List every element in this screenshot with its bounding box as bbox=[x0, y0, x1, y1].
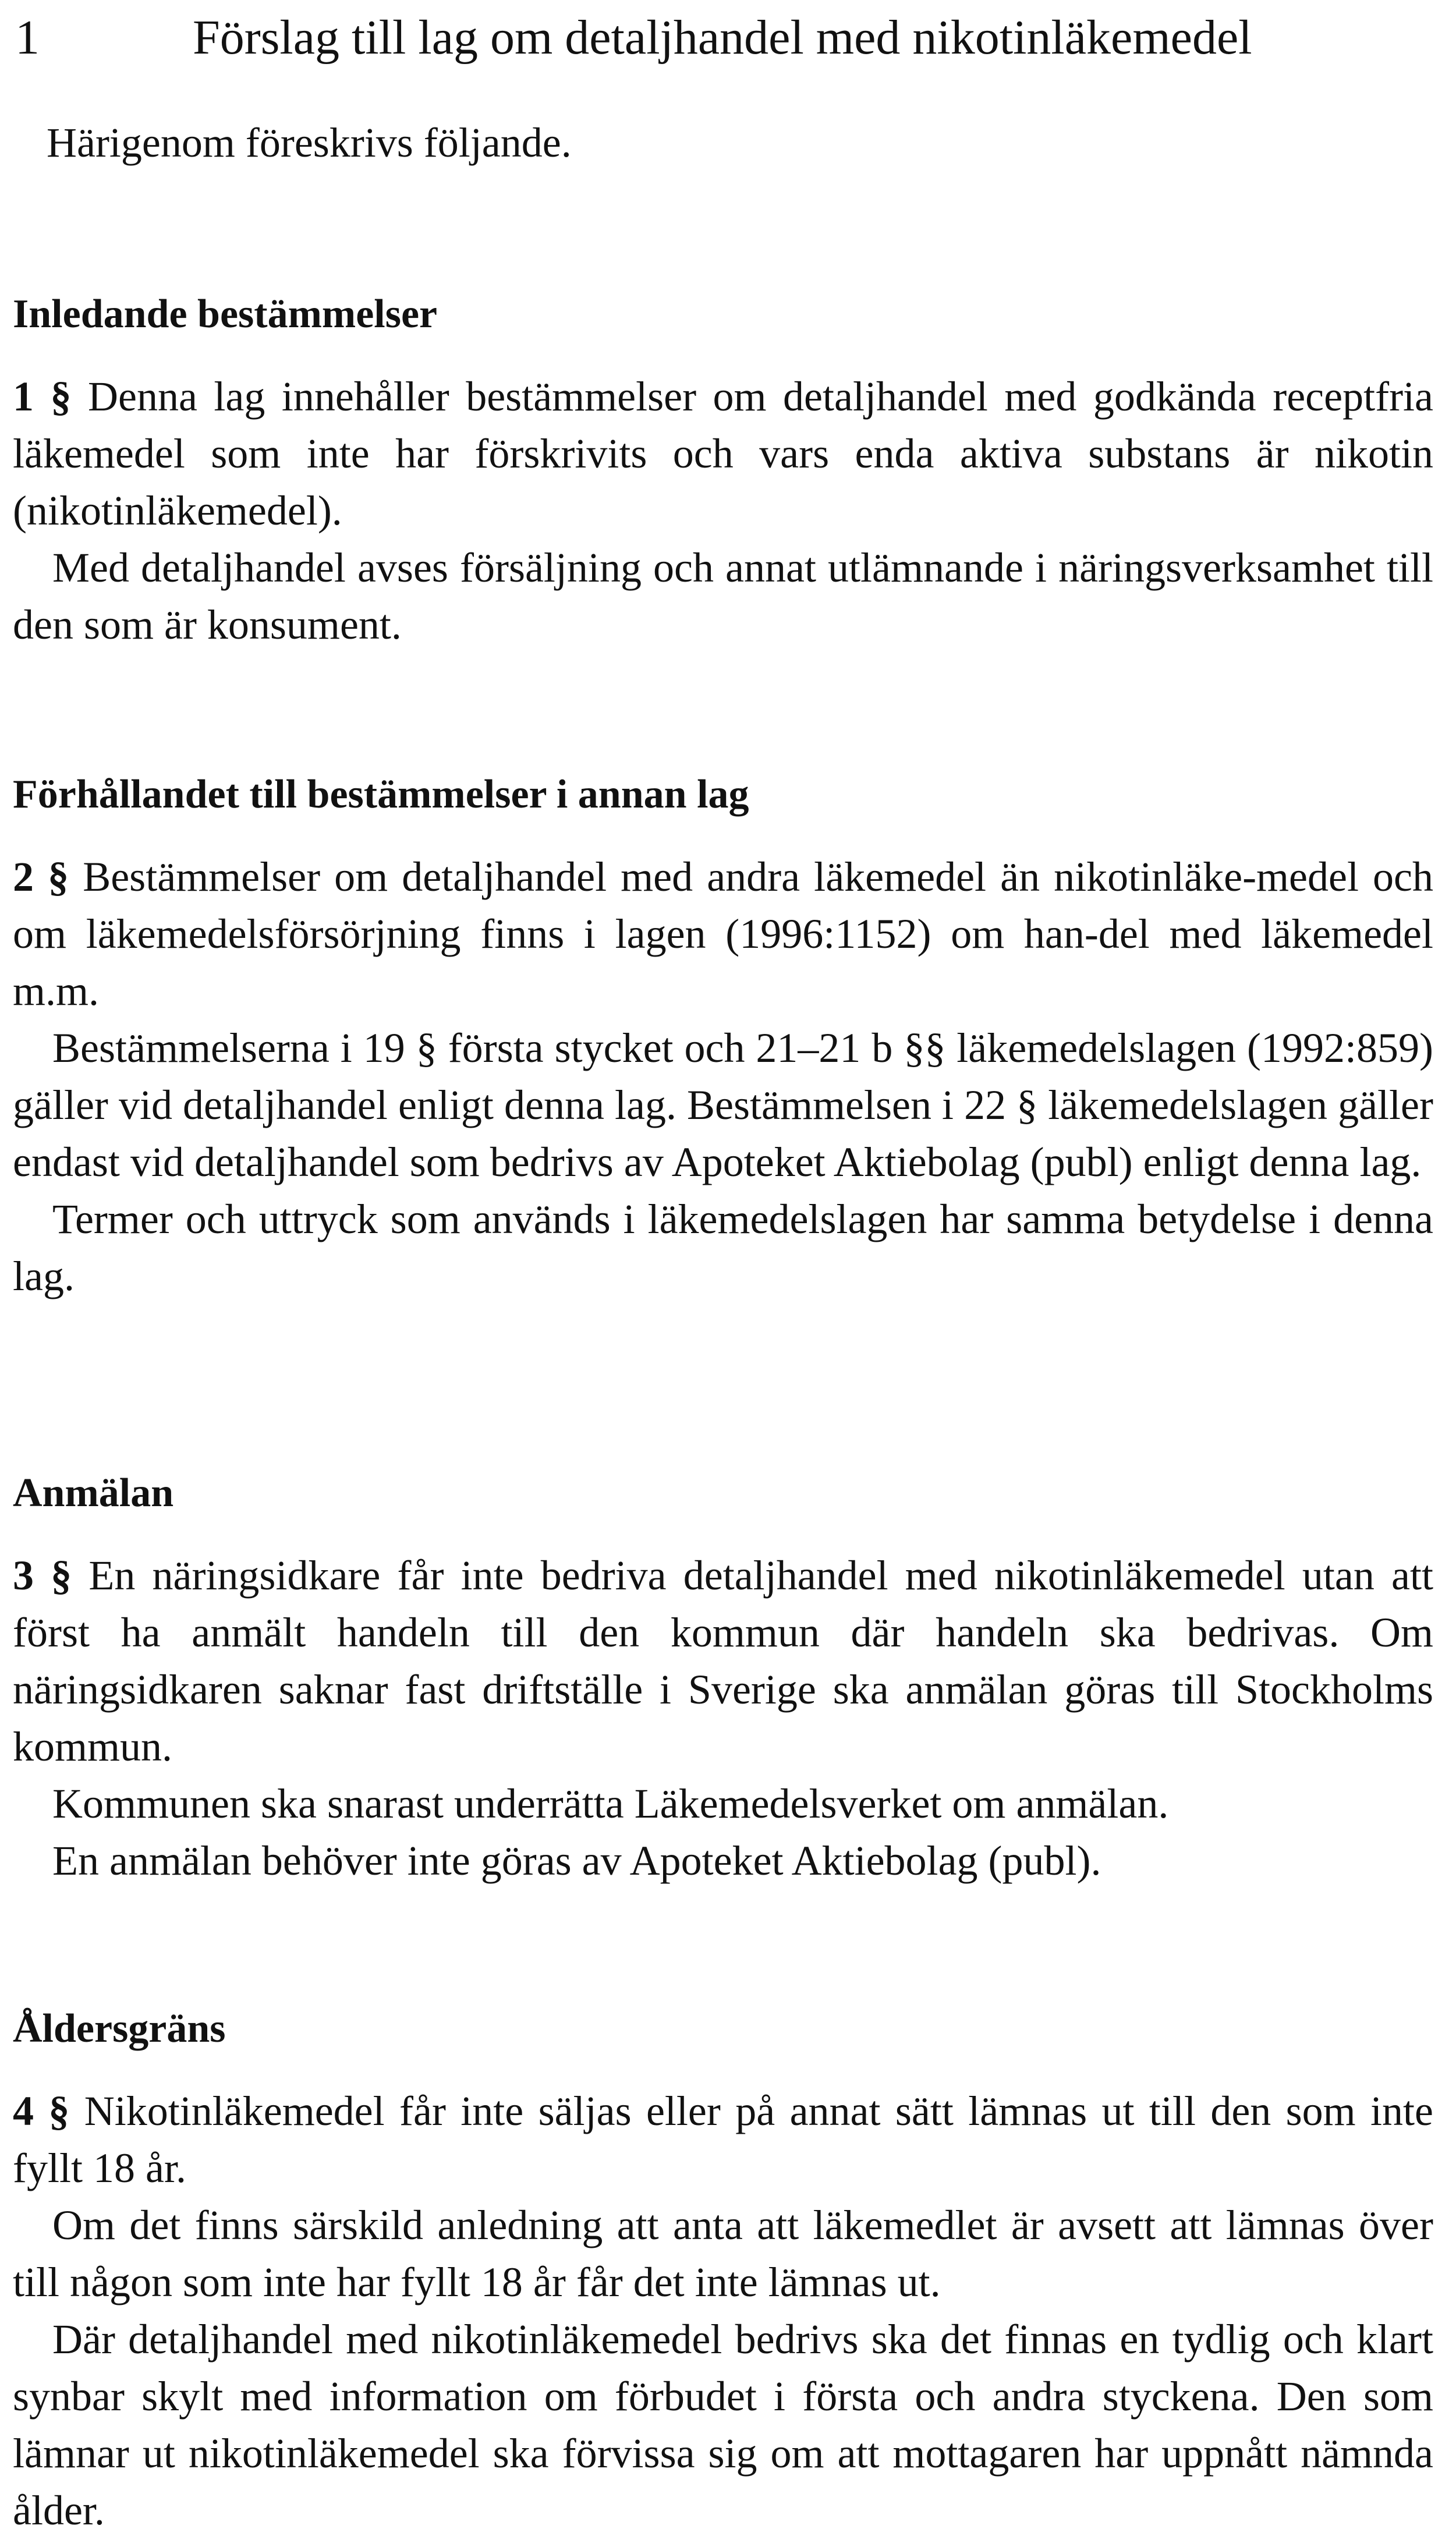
section-forhallandet-till-bestammelser bbox=[13, 766, 1433, 1305]
paragraph-3-stycke-3: En anmälan behöver inte göras av Apoteket Aktiebolag (publ). bbox=[52, 1837, 1101, 1884]
paragraph-text: Nikotinläkemedel får inte säljas eller på annat sätt lämnas ut till den som inte fyllt 18 år. bbox=[13, 2088, 1434, 2191]
paragraph-1 bbox=[13, 368, 1433, 539]
paragraph-text: Bestämmelser om detaljhandel med andra läkemedel än nikotinläke-medel och om läkemedelsförsörjning finns i lagen (1996:1152) om han-del med läkemedel m.m. bbox=[13, 853, 1434, 1014]
paragraph-3 bbox=[13, 1547, 1433, 1775]
paragraph-1-stycke-2: Med detaljhandel avses försäljning och annat utlämnande i näringsverksamhet till den som är konsument. bbox=[13, 544, 1433, 648]
paragraph-3-stycke-2: Kommunen ska snarast underrätta Läkemedelsverket om anmälan. bbox=[52, 1780, 1169, 1827]
section-number: 3 § bbox=[13, 1552, 72, 1599]
paragraph-4-stycke-3: Där detaljhandel med nikotinläkemedel bedrivs ska det finnas en tydlig och klart synbar skylt med information om förbudet i första och andra styckena. Den som lämnar ut nikotinläkemedel ska förvissa sig om att mottagaren har uppnått nämnda ålder. bbox=[13, 2316, 1433, 2534]
section-number: 4 § bbox=[13, 2088, 70, 2134]
section-anmalan bbox=[13, 1464, 1433, 1889]
paragraph-4 bbox=[13, 2082, 1433, 2197]
section-number: 1 § bbox=[13, 373, 72, 420]
intro-text: Härigenom föreskrivs följande. bbox=[47, 119, 572, 166]
paragraph-4-stycke-2: Om det finns särskild anledning att anta att läkemedlet är avsett att lämnas över till någon som inte har fyllt 18 år får det inte lämnas ut. bbox=[13, 2202, 1433, 2305]
section-heading: Förhållandet till bestämmelser i annan lag bbox=[13, 772, 749, 817]
section-heading: Inledande bestämmelser bbox=[13, 292, 438, 337]
section-aldersgrans bbox=[13, 2000, 1433, 2539]
section-heading: Åldersgräns bbox=[13, 2006, 226, 2051]
paragraph-2-stycke-2: Bestämmelserna i 19 § första stycket och 21–21 b §§ läkemedelslagen (1992:859) gäller vid detaljhandel enligt denna lag. Bestämmelsen i 22 § läkemedelslagen gäller endast vid detaljhandel som bedrivs av Apoteket Aktiebolag (publ) enligt denna lag. bbox=[13, 1025, 1433, 1185]
section-inledande-bestammelser bbox=[13, 285, 1433, 653]
paragraph-2-stycke-3: Termer och uttryck som används i läkemedelslagen har samma betydelse i denna lag. bbox=[13, 1196, 1433, 1299]
document-title bbox=[15, 6, 1252, 70]
section-number: 2 § bbox=[13, 853, 69, 900]
section-heading: Anmälan bbox=[13, 1471, 174, 1515]
paragraph-text: Denna lag innehåller bestämmelser om detaljhandel med godkända receptfria läkemedel som inte har förskrivits och vars enda aktiva substans är nikotin (nikotinläkemedel). bbox=[13, 373, 1434, 534]
paragraph-2 bbox=[13, 848, 1433, 1019]
document-number: 1 bbox=[15, 10, 40, 65]
paragraph-text: En näringsidkare får inte bedriva detaljhandel med nikotinläkemedel utan att först ha anmält handeln till den kommun där handeln ska bedrivas. Om näringsidkaren saknar fast driftställe i Sverige ska anmälan göras till Stockholms kommun. bbox=[13, 1552, 1434, 1770]
document-title-text: Förslag till lag om detaljhandel med nikotinläkemedel bbox=[193, 10, 1252, 65]
